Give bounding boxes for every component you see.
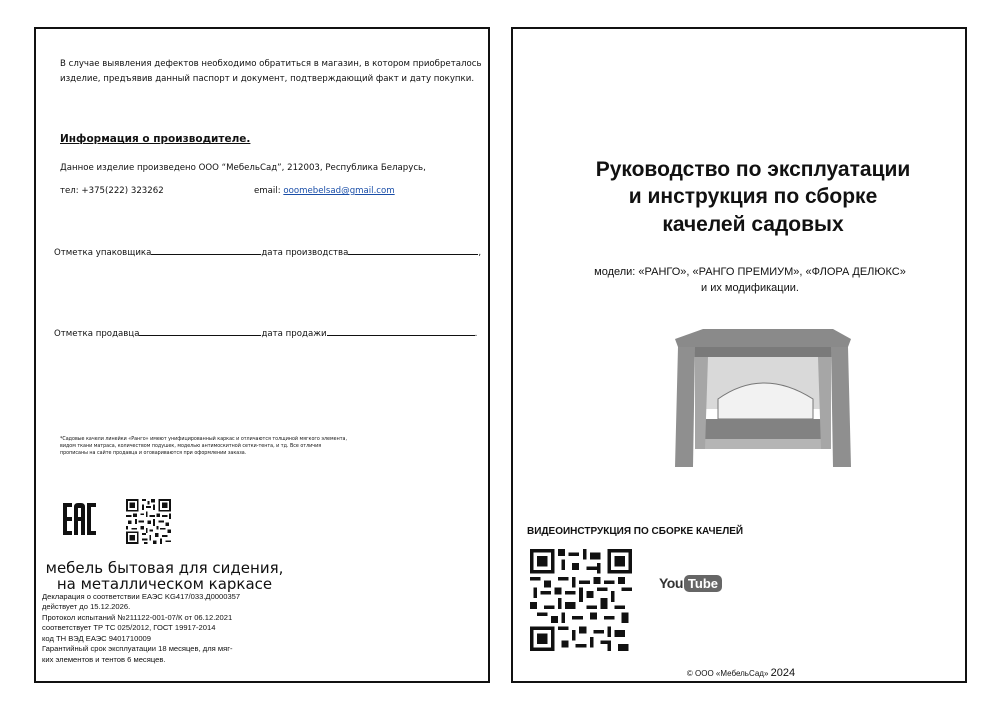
defects-line-2: изделие, предъявив данный паспорт и документ, подтверждающий факт и дату покупки. — [60, 74, 475, 85]
declaration-line: Гарантийный срок эксплуатации 18 месяцев, для мяг- — [42, 644, 233, 654]
sale-date-line — [327, 327, 475, 336]
production-date-label: дата производства — [261, 248, 349, 258]
manufacturer-phone: тел: +375(222) 323262 — [60, 186, 164, 196]
defects-notice — [60, 57, 500, 87]
manual-title-line-1: Руководство по эксплуатации — [595, 158, 911, 181]
copyright-year: 2024 — [770, 667, 796, 679]
video-instruction-heading: ВИДЕОИНСТРУКЦИЯ ПО СБОРКЕ КАЧЕЛЕЙ — [527, 526, 744, 537]
models-line-2: и их модификации. — [701, 281, 799, 294]
garden-swing-image — [663, 329, 863, 469]
seller-signature-row: Отметка продавца дата продажи . — [54, 329, 478, 339]
declaration-line: соответствует ТР ТС 025/2012, ГОСТ 19917-2014 — [42, 623, 216, 633]
manual-title-line-3: качелей садовых — [662, 212, 844, 236]
youtube-you-text: You — [659, 575, 683, 591]
declaration-line: Протокол испытаний №211122-001-07/К от 06.12.2021 — [42, 612, 233, 622]
declaration-block — [42, 592, 302, 665]
packer-signature-row: Отметка упаковщика дата производства , — [54, 248, 482, 258]
furniture-title-line-2: на металлическом каркасе — [56, 575, 273, 594]
declaration-line: ких элементов и тентов 6 месяцев. — [42, 654, 166, 664]
seller-line — [139, 327, 261, 336]
furniture-title — [42, 560, 287, 592]
right-page — [511, 27, 967, 683]
defects-line-1: В случае выявления дефектов необходимо обратиться в магазин, в котором приобреталось — [60, 59, 482, 69]
manual-title-line-2: и инструкция по сборке — [628, 185, 878, 209]
declaration-line: Декларация о соответствии ЕАЭС KG417/033.Д0000357 — [42, 592, 241, 601]
footnote: *Садовые качели линейки «Ранго» имеют унифицированный каркас и отличаются толщиной мягкого элемента, видом ткани матраса, количеством подушек, моделью антимоскитной сетки-тента, и тд. Все отличия прописаны на сайте продавца и оговариваются при оформлении заказа. — [60, 437, 347, 456]
left-page — [34, 27, 490, 683]
copyright-text: © ООО «МебельСад» — [686, 669, 769, 678]
copyright — [513, 667, 969, 679]
eac-logo-icon — [62, 501, 97, 537]
packer-label: Отметка упаковщика — [54, 248, 152, 258]
email-label: email: — [254, 186, 281, 196]
manufacturer-text: Данное изделие произведено ООО “МебельСад”, 212003, Республика Беларусь, — [60, 163, 426, 173]
seller-label: Отметка продавца — [54, 329, 140, 339]
manual-title — [553, 156, 953, 238]
qr-code-icon[interactable] — [530, 549, 632, 651]
production-date-line — [348, 246, 478, 255]
youtube-logo-icon[interactable] — [659, 570, 722, 596]
youtube-tube-text: Tube — [684, 575, 722, 592]
qr-code-icon — [126, 499, 171, 544]
models-line-1: модели: «РАНГО», «РАНГО ПРЕМИУМ», «ФЛОРА ДЕЛЮКС» — [594, 266, 906, 278]
declaration-line: код ТН ВЭД ЕАЭС 9401710009 — [42, 633, 152, 643]
email-link[interactable]: ooomebelsad@gmail.com — [283, 186, 395, 196]
models-text — [535, 265, 965, 297]
furniture-title-line-1: мебель бытовая для сидения, — [45, 559, 284, 577]
manufacturer-heading: Информация о производителе. — [60, 133, 251, 145]
packer-line — [151, 246, 261, 255]
declaration-line: действует до 15.12.2026. — [42, 602, 131, 612]
sale-date-label: дата продажи — [261, 329, 327, 339]
manufacturer-email — [254, 186, 395, 196]
